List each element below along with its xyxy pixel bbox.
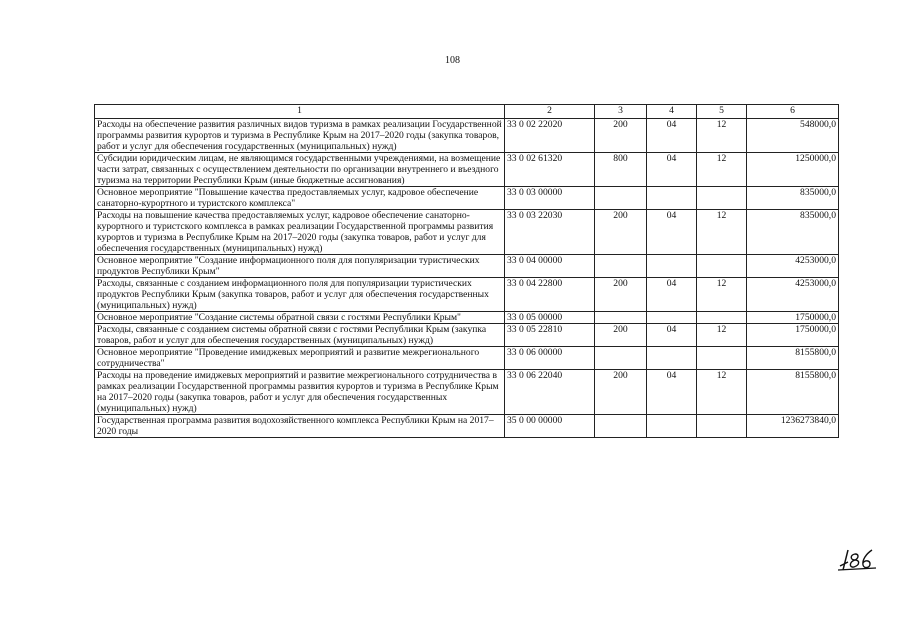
row-section: 04 — [647, 153, 697, 187]
column-header: 5 — [697, 105, 747, 119]
row-subsection — [697, 347, 747, 370]
row-amount: 4253000,0 — [747, 278, 839, 312]
row-description: Основное мероприятие "Повышение качества предоставляемых услуг, кадровое обеспечение санаторно-курортного и туристского комплекса" — [95, 187, 505, 210]
row-section — [647, 187, 697, 210]
row-amount: 1250000,0 — [747, 153, 839, 187]
budget-table — [94, 104, 839, 438]
row-amount: 835000,0 — [747, 210, 839, 255]
row-subsection — [697, 187, 747, 210]
row-description: Расходы, связанные с созданием системы обратной связи с гостями Республики Крым (закупка товаров, работ и услуг для обеспечения государственных (муниципальных) нужд) — [95, 324, 505, 347]
row-amount: 8155800,0 — [747, 370, 839, 415]
row-section: 04 — [647, 370, 697, 415]
table-row — [95, 210, 839, 255]
row-expense-type — [595, 415, 647, 438]
row-expense-type — [595, 312, 647, 324]
row-code: 33 0 03 22030 — [505, 210, 595, 255]
row-subsection: 12 — [697, 210, 747, 255]
row-description: Основное мероприятие "Создание системы обратной связи с гостями Республики Крым" — [95, 312, 505, 324]
row-code: 33 0 04 00000 — [505, 255, 595, 278]
row-expense-type — [595, 347, 647, 370]
row-expense-type: 200 — [595, 119, 647, 153]
row-amount: 1236273840,0 — [747, 415, 839, 438]
row-expense-type: 200 — [595, 278, 647, 312]
handwritten-page-number — [838, 546, 878, 572]
header-row — [95, 105, 839, 119]
row-description: Расходы на повышение качества предоставляемых услуг, кадровое обеспечение санаторно-курортного и туристского комплекса в рамках реализации Государственной программы развития курортов и туризма в Республике Крым на 2017–2020 годы (закупка товаров, работ и услуг для обеспечения государственных (муниципальных) нужд) — [95, 210, 505, 255]
row-expense-type: 200 — [595, 370, 647, 415]
row-amount: 8155800,0 — [747, 347, 839, 370]
table-row — [95, 370, 839, 415]
row-subsection — [697, 415, 747, 438]
row-subsection — [697, 312, 747, 324]
page-number: 108 — [445, 55, 460, 66]
row-code: 33 0 05 00000 — [505, 312, 595, 324]
row-expense-type — [595, 187, 647, 210]
row-description: Расходы, связанные с созданием информационного поля для популяризации туристических продуктов Республики Крым (закупка товаров, работ и услуг для обеспечения государственных (муниципальных) нужд) — [95, 278, 505, 312]
row-code: 33 0 02 61320 — [505, 153, 595, 187]
row-description: Расходы на проведение имиджевых мероприятий и развитие межрегионального сотрудничества в рамках реализации Государственной программы развития курортов и туризма в Республике Крым на 2017–2020 годы (закупка товаров, работ и услуг для обеспечения государственных (муниципальных) нужд) — [95, 370, 505, 415]
row-section: 04 — [647, 119, 697, 153]
row-subsection: 12 — [697, 153, 747, 187]
row-description: Основное мероприятие "Создание информационного поля для популяризации туристических продуктов Республики Крым" — [95, 255, 505, 278]
row-amount: 835000,0 — [747, 187, 839, 210]
row-subsection — [697, 255, 747, 278]
table-body — [95, 119, 839, 438]
row-amount: 1750000,0 — [747, 312, 839, 324]
row-section — [647, 415, 697, 438]
row-code: 33 0 03 00000 — [505, 187, 595, 210]
row-section: 04 — [647, 210, 697, 255]
table-row — [95, 255, 839, 278]
row-expense-type: 800 — [595, 153, 647, 187]
row-subsection: 12 — [697, 324, 747, 347]
row-code: 33 0 06 22040 — [505, 370, 595, 415]
column-header: 3 — [595, 105, 647, 119]
table-row — [95, 187, 839, 210]
table-row — [95, 415, 839, 438]
row-section: 04 — [647, 324, 697, 347]
row-subsection: 12 — [697, 119, 747, 153]
table-row — [95, 312, 839, 324]
row-section — [647, 312, 697, 324]
row-amount: 4253000,0 — [747, 255, 839, 278]
row-description: Основное мероприятие "Проведение имиджевых мероприятий и развитие межрегионального сотрудничества" — [95, 347, 505, 370]
table-row — [95, 153, 839, 187]
row-code: 33 0 05 22810 — [505, 324, 595, 347]
row-section — [647, 255, 697, 278]
row-expense-type: 200 — [595, 210, 647, 255]
row-description: Государственная программа развития водохозяйственного комплекса Республики Крым на 2017–2020 годы — [95, 415, 505, 438]
row-code: 33 0 04 22800 — [505, 278, 595, 312]
row-description: Субсидии юридическим лицам, не являющимся государственными учреждениями, на возмещение части затрат, связанных с осуществлением деятельности по организации внутреннего и въездного туризма на территории Республики Крым (иные бюджетные ассигнования) — [95, 153, 505, 187]
row-subsection: 12 — [697, 370, 747, 415]
row-section: 04 — [647, 278, 697, 312]
row-amount: 548000,0 — [747, 119, 839, 153]
row-expense-type — [595, 255, 647, 278]
row-description: Расходы на обеспечение развития различных видов туризма в рамках реализации Государственной программы развития курортов и туризма в Республике Крым на 2017–2020 годы (закупка товаров, работ и услуг для обеспечения государственных (муниципальных) нужд) — [95, 119, 505, 153]
column-header: 2 — [505, 105, 595, 119]
row-subsection: 12 — [697, 278, 747, 312]
table-row — [95, 347, 839, 370]
table-row — [95, 119, 839, 153]
row-section — [647, 347, 697, 370]
row-code: 35 0 00 00000 — [505, 415, 595, 438]
column-header: 1 — [95, 105, 505, 119]
table-row — [95, 278, 839, 312]
column-header: 4 — [647, 105, 697, 119]
row-code: 33 0 06 00000 — [505, 347, 595, 370]
table-row — [95, 324, 839, 347]
row-amount: 1750000,0 — [747, 324, 839, 347]
column-header: 6 — [747, 105, 839, 119]
row-expense-type: 200 — [595, 324, 647, 347]
row-code: 33 0 02 22020 — [505, 119, 595, 153]
